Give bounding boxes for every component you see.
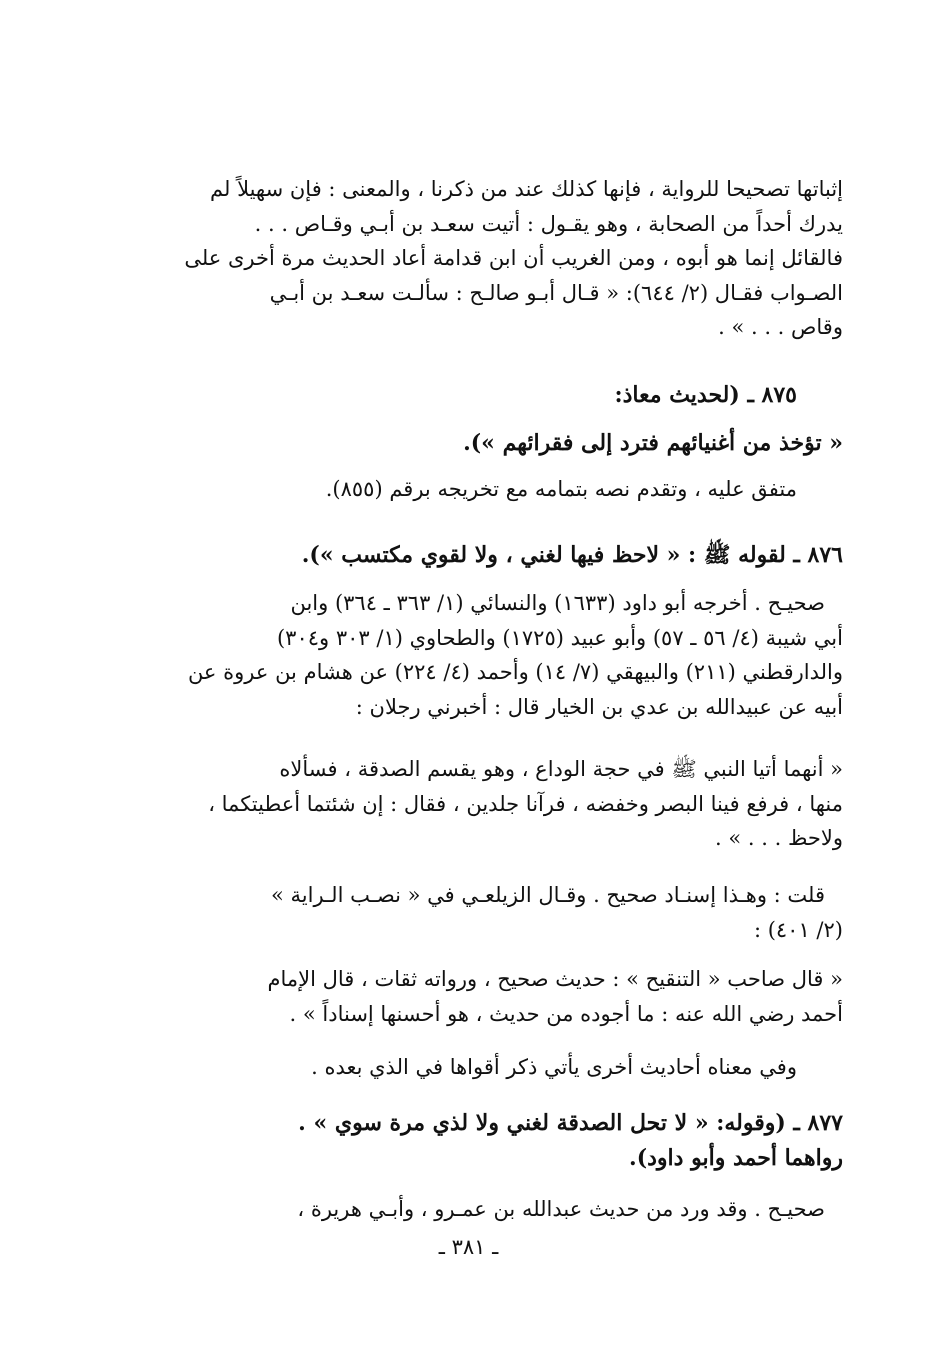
hadith-877-takhrij (160, 1192, 843, 1227)
hadith-875-takhrij (160, 472, 843, 507)
text-line: (٢/ ٤٠١) : (753, 917, 843, 942)
text-line: إثباتها تصحيحا للرواية ، فإنها كذلك عند من ذكرنا ، والمعنى : فإن سهيلاً لم (210, 177, 843, 201)
text-line: « تؤخذ من أغنيائهم فترد إلى فقرائهم »). (463, 430, 843, 456)
text-line: يدرك أحداً من الصحابة ، وهو يقـول : أتيت سعـد بن أبـي وقـاص . . . (254, 211, 843, 236)
text-line: رواهما أحمد وأبو داود). (629, 1144, 843, 1171)
hadith-876-quote (160, 752, 843, 856)
page-number: ـ ٣٨١ ـ (438, 1235, 499, 1259)
hadith-876-takhrij (160, 586, 843, 724)
text-line: متفق عليه ، وتقدم نصه بتمامه مع تخريجه برقم (٨٥٥). (325, 477, 797, 501)
text-line: أبيه عن عبيدالله بن عدي بن الخيار قال : أخبرني رجلان : (355, 694, 843, 719)
hadith-875-heading (160, 378, 843, 413)
hadith-877-heading (160, 1106, 843, 1175)
text-line: وقاص . . . » . (718, 315, 843, 339)
text-line: الصـواب فقـال (٢/ ٦٤٤): « قـال أبـو صالـح : سألـت سعـد بن أبـي (269, 280, 843, 305)
text-line: ٨٧٧ ـ (وقوله: « لا تحل الصدقة لغني ولا لذي مرة سوي » . (298, 1110, 843, 1136)
hadith-875-text (160, 426, 843, 461)
text-line: صحيـح . أخرجه أبو داود (١٦٣٣) والنسائي (١/ ٣٦٣ ـ ٣٦٤) وابن (290, 591, 825, 615)
author-comment (160, 878, 843, 947)
text-line: والدارقطني (٢١١) والبيهقي (٧/ ١٤) وأحمد (٤/ ٢٢٤) عن هشام بن عروة عن (187, 660, 843, 684)
text-line: قلت : وهـذا إسنـاد صحيح . وقـال الزيلعـي في « نصـب الـراية » (270, 883, 825, 907)
hadith-876-heading (160, 538, 843, 573)
text-line: فالقائل إنما هو أبوه ، ومن الغريب أن ابن قدامة أعاد الحديث مرة أخرى على (184, 246, 843, 270)
text-line: ولاحظ . . . » . (715, 826, 843, 850)
text-line: ٨٧٥ ـ (لحديث معاذ: (614, 382, 797, 408)
paragraph-intro (160, 172, 843, 345)
text-line: وفي معناه أحاديث أخرى يأتي ذكر أقواها في الذي بعده . (311, 1055, 797, 1079)
text-line: ٨٧٦ ـ لقوله ﷺ : « لاحظ فيها لغني ، ولا لقوي مكتسب »). (301, 542, 843, 568)
text-line: « قال صاحب « التنقيح » : حديث صحيح ، ورواته ثقات ، قال الإمام (267, 967, 843, 991)
text-line: أبي شيبة (٤/ ٥٦ ـ ٥٧) وأبو عبيد (١٧٢٥) والطحاوي (١/ ٣٠٣ و٣٠٤) (276, 625, 843, 650)
tanqih-quote (160, 962, 843, 1031)
text-line: أحمد رضي الله عنه : ما أجوده من حديث ، هو أحسنها إسناداً » . (289, 1001, 843, 1026)
text-line: صحيـح . وقد ورد من حديث عبدالله بن عمـرو ، وأبـي هريرة ، (297, 1197, 825, 1221)
related-hadiths-note (160, 1050, 843, 1085)
text-line: « أنهما أتيا النبي ﷺ في حجة الوداع ، وهو يقسم الصدقة ، فسألاه (279, 757, 843, 781)
text-line: منها ، فرفع فينا البصر وخفضه ، فرآنا جلدين ، فقال : إن شئتما أعطيتكما ، (208, 791, 843, 816)
